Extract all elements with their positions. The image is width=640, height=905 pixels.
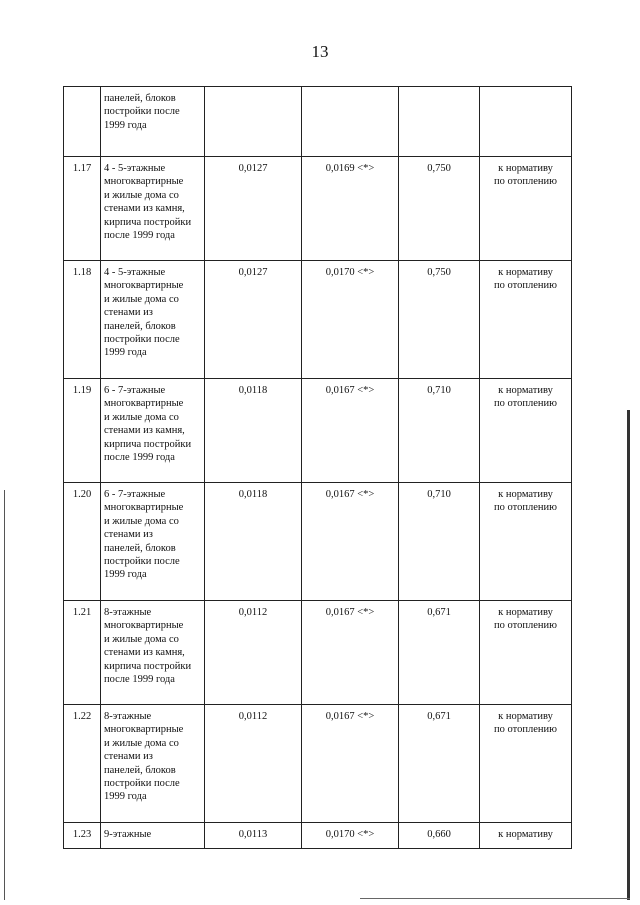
table-row xyxy=(64,705,572,823)
description-line: после 1999 года xyxy=(104,230,175,242)
description-line: 4 - 5-этажные xyxy=(104,163,166,174)
scan-margin-line-right xyxy=(627,410,630,900)
value-cell-1 xyxy=(205,379,302,483)
value-1: 0,0112 xyxy=(238,607,268,618)
value-1: 0,0113 xyxy=(238,829,268,840)
description-line: стенами из камня, xyxy=(104,425,185,437)
description-line: многоквартирные xyxy=(104,502,184,514)
value-cell-3 xyxy=(399,823,480,849)
description-line: 8-этажные xyxy=(104,711,152,722)
note-cell xyxy=(480,823,572,849)
description-line: постройки после xyxy=(104,556,180,568)
value-cell-1 xyxy=(205,601,302,705)
value-2: 0,0169 <*> xyxy=(325,163,375,174)
building-description-cell xyxy=(101,157,205,261)
description-line: панелей, блоков xyxy=(104,764,176,776)
norms-table xyxy=(63,86,572,849)
table-row xyxy=(64,261,572,379)
value-2: 0,0170 <*> xyxy=(325,267,375,278)
table-row xyxy=(64,483,572,601)
value-cell-3 xyxy=(399,261,480,379)
value-cell-2 xyxy=(302,157,399,261)
note-line: по отоплению xyxy=(494,620,557,632)
value-1: 0,0112 xyxy=(238,711,268,722)
description-line: и жилые дома со xyxy=(104,189,179,201)
table-row xyxy=(64,601,572,705)
note-line: к нормативу xyxy=(498,385,553,396)
value-2: 0,0167 <*> xyxy=(325,711,375,722)
description-line: 1999 года xyxy=(104,347,147,359)
description-line: стенами из xyxy=(104,529,153,541)
note-cell xyxy=(480,601,572,705)
table-row xyxy=(64,379,572,483)
description-line: кирпича постройки xyxy=(104,216,192,228)
description-line: многоквартирные xyxy=(104,280,184,292)
description-line: многоквартирные xyxy=(104,620,184,632)
description-line: многоквартирные xyxy=(104,724,184,736)
description-line: кирпича постройки xyxy=(104,438,192,450)
description-line: 4 - 5-этажные xyxy=(104,267,166,278)
row-number-cell xyxy=(64,823,101,849)
description-line: 1999 года xyxy=(104,569,147,581)
note-cell xyxy=(480,483,572,601)
value-cell-3 xyxy=(399,483,480,601)
description-line: 8-этажные xyxy=(104,607,152,618)
row-number: 1.22 xyxy=(72,711,92,722)
building-description-cell xyxy=(101,601,205,705)
value-cell-2 xyxy=(302,601,399,705)
note-cell xyxy=(480,379,572,483)
note-line: к нормативу xyxy=(498,489,553,500)
building-description-cell xyxy=(101,87,205,157)
value-3: 0,660 xyxy=(427,829,451,840)
value-cell-2 xyxy=(302,261,399,379)
description-line: и жилые дома со xyxy=(104,411,179,423)
value-cell-2 xyxy=(302,823,399,849)
row-number-cell xyxy=(64,705,101,823)
description-line: после 1999 года xyxy=(104,452,175,464)
norms-table-body xyxy=(64,87,572,849)
description-line: постройки после xyxy=(104,334,180,346)
description-line: и жилые дома со xyxy=(104,515,179,527)
value-cell-1 xyxy=(205,823,302,849)
description-line: стенами из камня, xyxy=(104,203,185,215)
description-line: и жилые дома со xyxy=(104,737,179,749)
value-3: 0,671 xyxy=(427,607,451,618)
note-cell xyxy=(480,705,572,823)
value-1: 0,0127 xyxy=(238,267,268,278)
value-3: 0,750 xyxy=(427,163,451,174)
description-line: 1999 года xyxy=(104,791,147,803)
row-number: 1.20 xyxy=(72,489,92,500)
row-number-cell xyxy=(64,87,101,157)
row-number-cell xyxy=(64,261,101,379)
note-line: к нормативу xyxy=(498,711,553,722)
value-1: 0,0118 xyxy=(238,385,268,396)
description-line: кирпича постройки xyxy=(104,660,192,672)
description-line: панелей, блоков xyxy=(104,542,176,554)
value-cell-2 xyxy=(302,379,399,483)
value-3: 0,710 xyxy=(427,385,451,396)
row-number-cell xyxy=(64,379,101,483)
value-cell-1 xyxy=(205,261,302,379)
description-line: 9-этажные xyxy=(104,829,152,840)
note-cell xyxy=(480,157,572,261)
description-line: панелей, блоков xyxy=(104,93,176,104)
description-line: панелей, блоков xyxy=(104,320,176,332)
value-2: 0,0167 <*> xyxy=(325,385,375,396)
row-number: 1.23 xyxy=(72,829,92,840)
note-line: к нормативу xyxy=(498,163,553,174)
value-cell-2 xyxy=(302,87,399,157)
value-cell-3 xyxy=(399,601,480,705)
row-number-cell xyxy=(64,483,101,601)
description-line: 6 - 7-этажные xyxy=(104,385,166,396)
value-cell-1 xyxy=(205,483,302,601)
value-3: 0,710 xyxy=(427,489,451,500)
value-1: 0,0127 xyxy=(238,163,268,174)
scan-margin-line-left xyxy=(4,490,5,900)
description-line: после 1999 года xyxy=(104,674,175,686)
building-description-cell xyxy=(101,261,205,379)
row-number: 1.21 xyxy=(72,607,92,618)
row-number: 1.19 xyxy=(72,385,92,396)
row-number: 1.17 xyxy=(72,163,92,174)
note-line: по отоплению xyxy=(494,398,557,410)
description-line: многоквартирные xyxy=(104,176,184,188)
description-line: стенами из xyxy=(104,307,153,319)
table-row xyxy=(64,157,572,261)
value-cell-3 xyxy=(399,705,480,823)
description-line: 6 - 7-этажные xyxy=(104,489,166,500)
description-line: 1999 года xyxy=(104,119,147,131)
table-row xyxy=(64,823,572,849)
page-number: 13 xyxy=(311,42,329,61)
building-description-cell xyxy=(101,379,205,483)
value-cell-1 xyxy=(205,705,302,823)
description-line: многоквартирные xyxy=(104,398,184,410)
value-cell-3 xyxy=(399,379,480,483)
value-2: 0,0170 <*> xyxy=(325,829,375,840)
description-line: и жилые дома со xyxy=(104,293,179,305)
value-2: 0,0167 <*> xyxy=(325,607,375,618)
value-cell-1 xyxy=(205,87,302,157)
note-line: к нормативу xyxy=(498,829,553,840)
building-description-cell xyxy=(101,705,205,823)
building-description-cell xyxy=(101,823,205,849)
note-line: к нормативу xyxy=(498,607,553,618)
description-line: стенами из камня, xyxy=(104,647,185,659)
value-cell-3 xyxy=(399,157,480,261)
value-cell-2 xyxy=(302,483,399,601)
note-cell xyxy=(480,87,572,157)
description-line: постройки после xyxy=(104,778,180,790)
value-cell-2 xyxy=(302,705,399,823)
description-line: и жилые дома со xyxy=(104,633,179,645)
value-2: 0,0167 <*> xyxy=(325,489,375,500)
value-3: 0,750 xyxy=(427,267,451,278)
row-number: 1.18 xyxy=(72,267,92,278)
note-cell xyxy=(480,261,572,379)
note-line: по отоплению xyxy=(494,176,557,188)
note-line: по отоплению xyxy=(494,724,557,736)
description-line: постройки после xyxy=(104,106,180,118)
building-description-cell xyxy=(101,483,205,601)
note-line: по отоплению xyxy=(494,280,557,292)
row-number-cell xyxy=(64,157,101,261)
value-cell-3 xyxy=(399,87,480,157)
value-cell-1 xyxy=(205,157,302,261)
value-1: 0,0118 xyxy=(238,489,268,500)
scan-bottom-line xyxy=(360,898,630,899)
note-line: по отоплению xyxy=(494,502,557,514)
note-line: к нормативу xyxy=(498,267,553,278)
row-number-cell xyxy=(64,601,101,705)
description-line: стенами из xyxy=(104,751,153,763)
table-row xyxy=(64,87,572,157)
value-3: 0,671 xyxy=(427,711,451,722)
